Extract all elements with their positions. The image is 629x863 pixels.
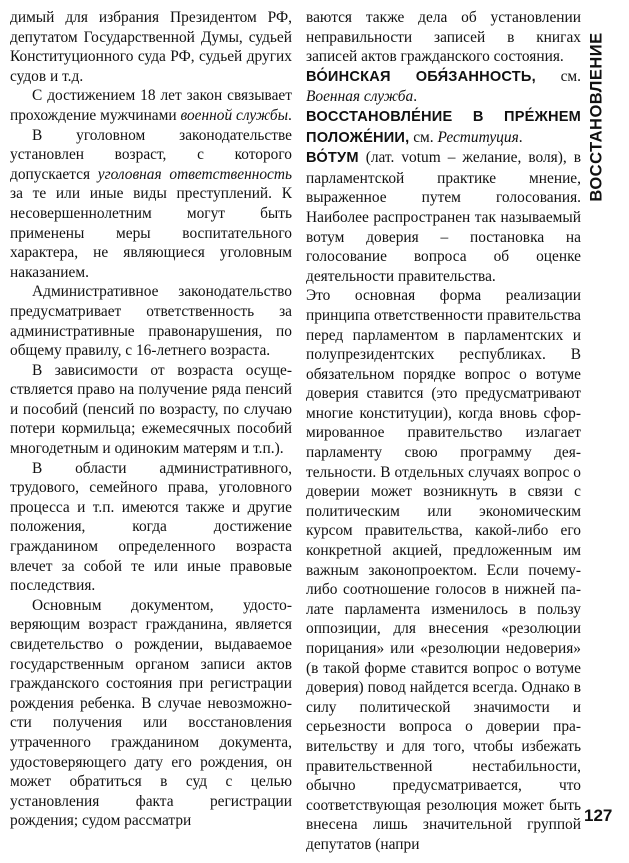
see-text: см. bbox=[409, 128, 438, 146]
paragraph: димый для избрания Президентом РФ, депутатом Государственной Думы, судьей Конституционного суда РФ, судьей других судов и т.д. bbox=[10, 9, 292, 85]
paragraph-text: С достижением 18 лет закон связывает прохождение мужчинами bbox=[10, 87, 292, 124]
entry-end: . bbox=[413, 88, 418, 106]
dictionary-entry bbox=[306, 107, 581, 148]
middle-column bbox=[306, 8, 581, 855]
entry-definition: (лат. votum – желание, воля), в парламентской практике мнение, выраженное путем голосования. Наиболее распространен так называемый вотум доверия – постановка на голосование вопроса об оценке деятельности правительства. bbox=[306, 149, 581, 285]
entry-headword: ВОССТАНОВЛЕ́НИЕ В ПРЕ́ЖНЕМ ПОЛОЖЕ́НИИ, bbox=[306, 108, 581, 146]
paragraph-text: В уголовном законодательстве установлен возраст, с которого допускается bbox=[10, 126, 292, 183]
paragraph: Это основная форма реализации принципа ответственности правительства перед парламентом в парламентских и полупрезидентских республиках. В обязательном порядке вопрос о вотуме доверия ставится (это предусматривают многие конституции), когда вновь сформированное правительство излагает парламенту свою программу деятельности. В отдельных случаях вопрос о доверии может возникнуть в связи с политическим или экономическим курсом правительства, какой-либо его конкретной акцией, предложенным им важным законопроектом. Если почему-либо соотношение голосов в нижней палате парламента изменилось в пользу оппозиции, для внесения «резолюции порицания» или «резолюции недоверия» (в такой форме ставится вопрос о вотуме доверия) повод найдется всегда. Однако в силу политической значимости и серьезности вопроса о доверии правительству и для того, чтобы избежать правительственной нестабильности, обычно предусматривается, что соответствующая резолюция может быть внесена лишь значительной группой депутатов (напри bbox=[306, 287, 581, 853]
entry-headword: ВО́ИНСКАЯ ОБЯ́ЗАННОСТЬ, bbox=[306, 68, 536, 85]
paragraph: В зависимости от возраста осуществляется право на получение ряда пенсий и пособий (пенсий по возрасту, по случаю потери кормильца; ежемесячных пособий многодетным и одиноким матерям и т.п.). bbox=[10, 361, 292, 458]
paragraph: Основным документом, удостоверяющим возраст гражданина, является свидетельство о рождении, выдаваемое государственным органом записи актов гражданского состояния при регистрации рождения ребенка. В случае невозможности получения или восстановления утраченного гражданином документа, удостоверяющего дату его рождения, он может обратиться в суд с целью установления факта регистрации рождения; судом рассматри bbox=[10, 596, 292, 830]
paragraph-text: за те или иные виды преступлений. К несовершеннолетним могут быть применены меры воспитательного характера, не являющиеся уголовным наказанием. bbox=[10, 185, 292, 281]
paragraph: ваются также дела об установлении неправильности записей в книгах записей актов гражданского состояния. bbox=[306, 9, 581, 66]
paragraph-text: . bbox=[288, 106, 292, 124]
running-head-text: ВОССТАНОВЛЕНИЕ bbox=[587, 32, 606, 202]
running-head bbox=[585, 22, 609, 212]
page-number: 127 bbox=[584, 806, 613, 825]
entry-headword: ВО́ТУМ bbox=[306, 150, 359, 167]
paragraph bbox=[10, 126, 292, 283]
cross-reference: Реституция bbox=[437, 128, 519, 146]
cross-reference: уголовная ответственность bbox=[97, 165, 292, 183]
dictionary-entry bbox=[306, 148, 581, 286]
paragraph bbox=[10, 86, 292, 125]
cross-reference: Военная служба bbox=[306, 88, 414, 106]
see-text: см. bbox=[535, 67, 581, 85]
cross-reference: военной службы bbox=[180, 106, 289, 124]
paragraph: Административное законодательство предусматривает ответственность за административные правонарушения, по общему правилу, с 16-летнего возраста. bbox=[10, 283, 292, 360]
left-column bbox=[10, 8, 292, 831]
paragraph: В области административного, трудового, семейного права, уголовного процесса и т.п. имеются также и другие положения, когда достижение гражданином определенного возраста влечет за собой те или иные правовые последствия. bbox=[10, 459, 292, 595]
entry-end: . bbox=[518, 128, 523, 146]
dictionary-entry bbox=[306, 67, 581, 107]
